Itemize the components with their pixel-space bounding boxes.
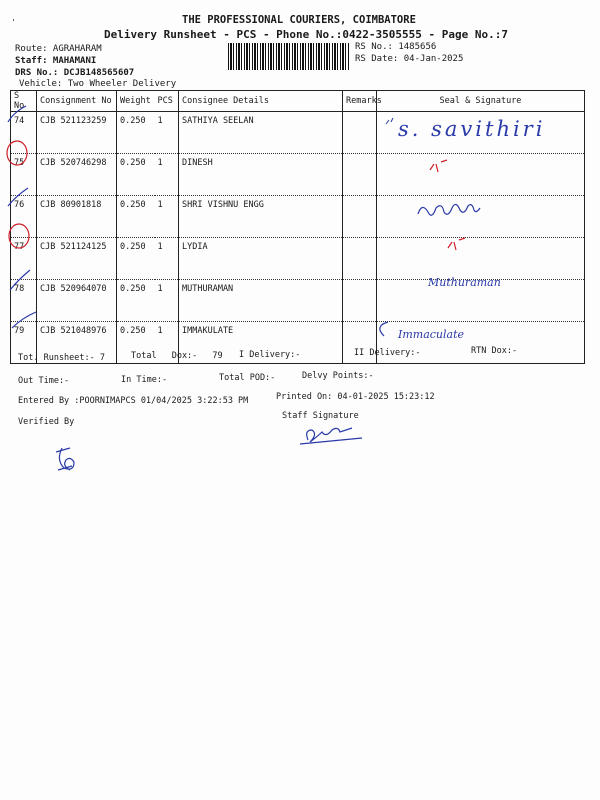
cell-sno: 75 bbox=[11, 154, 37, 196]
verified-signature-mark bbox=[56, 448, 74, 470]
cell-signature bbox=[377, 196, 585, 238]
company-title: THE PROFESSIONAL COURIERS, COIMBATORE bbox=[182, 14, 416, 26]
cell-consignee: SHRI VISHNU ENGG bbox=[179, 196, 343, 238]
entered-by: Entered By :POORNIMAPCS 01/04/2025 3:22:53 PM bbox=[18, 396, 249, 406]
cell-sno: 79 bbox=[11, 322, 37, 364]
cell-remarks bbox=[343, 112, 377, 154]
rs-date: RS Date: 04-Jan-2025 bbox=[355, 54, 464, 64]
cell-weight: 0.250 bbox=[117, 322, 155, 364]
table-row bbox=[11, 196, 585, 238]
cell-consignment: CJB 520746298 bbox=[37, 154, 117, 196]
rs-number: RS No.: 1485656 bbox=[355, 42, 437, 52]
vehicle-label: Vehicle: Two Wheeler Delivery bbox=[19, 79, 177, 89]
cell-weight: 0.250 bbox=[117, 112, 155, 154]
route-label: Route: AGRAHARAM bbox=[15, 44, 102, 54]
cell-signature bbox=[377, 238, 585, 280]
rtn-dox: RTN Dox:- bbox=[471, 346, 518, 356]
table-header-row bbox=[11, 91, 585, 112]
cell-pcs: 1 bbox=[155, 322, 179, 364]
cell-consignee: MUTHURAMAN bbox=[179, 280, 343, 322]
cell-consignee: SATHIYA SEELAN bbox=[179, 112, 343, 154]
col-pcs: PCS bbox=[155, 91, 179, 112]
cell-weight: 0.250 bbox=[117, 280, 155, 322]
cell-consignee: DINESH bbox=[179, 154, 343, 196]
staff-signature-mark bbox=[300, 428, 362, 444]
cell-weight: 0.250 bbox=[117, 238, 155, 280]
cell-consignment: CJB 521123259 bbox=[37, 112, 117, 154]
cell-consignment: CJB 80901818 bbox=[37, 196, 117, 238]
cell-sno: 76 bbox=[11, 196, 37, 238]
top-left-dot: ' bbox=[11, 18, 16, 27]
cell-remarks bbox=[343, 238, 377, 280]
total-dox: Total Dox:- 79 bbox=[131, 351, 223, 361]
cell-remarks bbox=[343, 280, 377, 322]
col-seal-signature: Seal & Signature bbox=[377, 91, 585, 112]
cell-consignment: CJB 520964070 bbox=[37, 280, 117, 322]
verified-by-label: Verified By bbox=[18, 417, 75, 427]
cell-remarks bbox=[343, 154, 377, 196]
table-row bbox=[11, 238, 585, 280]
staff-signature-label: Staff Signature bbox=[282, 411, 359, 421]
cell-consignment: CJB 521124125 bbox=[37, 238, 117, 280]
cell-weight: 0.250 bbox=[117, 196, 155, 238]
cell-pcs: 1 bbox=[155, 112, 179, 154]
cell-weight: 0.250 bbox=[117, 154, 155, 196]
col-sno: S No bbox=[11, 91, 37, 112]
signature-row6: Immaculate bbox=[398, 328, 465, 341]
delvy-points: Delvy Points:- bbox=[302, 371, 374, 381]
cell-pcs: 1 bbox=[155, 280, 179, 322]
col-consignment: Consignment No bbox=[37, 91, 117, 112]
cell-pcs: 1 bbox=[155, 238, 179, 280]
out-time: Out Time:- bbox=[18, 376, 70, 386]
tot-runsheet: Tot. Runsheet:- 7 bbox=[18, 353, 105, 363]
cell-sno: 78 bbox=[11, 280, 37, 322]
cell-remarks bbox=[343, 196, 377, 238]
ii-delivery: II Delivery:- bbox=[354, 348, 421, 358]
barcode bbox=[228, 43, 350, 70]
cell-pcs: 1 bbox=[155, 196, 179, 238]
total-pod: Total POD:- bbox=[219, 373, 276, 383]
cell-sno: 74 bbox=[11, 112, 37, 154]
drs-number: DRS No.: DCJB148565607 bbox=[15, 68, 135, 78]
runsheet-subtitle: Delivery Runsheet - PCS - Phone No.:0422-3505555 - Page No.:7 bbox=[104, 28, 508, 41]
cell-sno: 77 bbox=[11, 238, 37, 280]
cell-consignee: IMMAKULATE bbox=[179, 322, 343, 364]
cell-pcs: 1 bbox=[155, 154, 179, 196]
cell-consignment: CJB 521048976 bbox=[37, 322, 117, 364]
col-consignee: Consignee Details bbox=[179, 91, 343, 112]
printed-on: Printed On: 04-01-2025 15:23:12 bbox=[276, 392, 435, 402]
signature-row5: Muthuraman bbox=[428, 276, 501, 289]
i-delivery: I Delivery:- bbox=[239, 350, 301, 360]
cell-signature bbox=[377, 154, 585, 196]
signature-row1: s. savithiri bbox=[398, 117, 546, 141]
in-time: In Time:- bbox=[121, 375, 168, 385]
col-remarks: Remarks bbox=[343, 91, 377, 112]
cell-consignee: LYDIA bbox=[179, 238, 343, 280]
col-weight: Weight bbox=[117, 91, 155, 112]
table-row bbox=[11, 154, 585, 196]
staff-label: Staff: MAHAMANI bbox=[15, 56, 97, 66]
